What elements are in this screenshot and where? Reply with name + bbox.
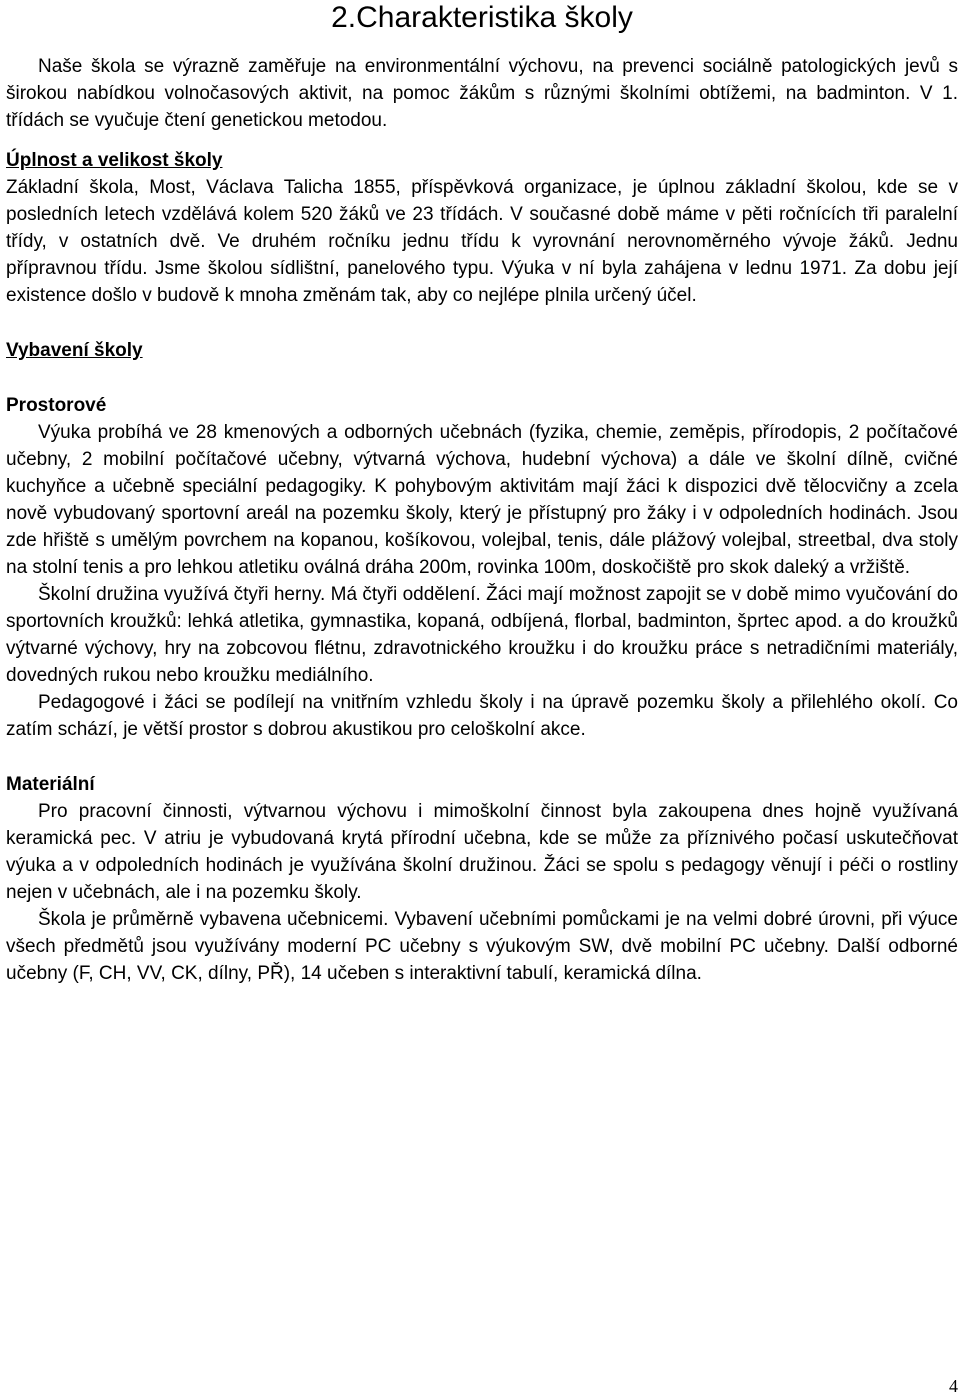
section-heading-equipment: Vybavení školy bbox=[6, 340, 143, 361]
completeness-paragraph: Základní škola, Most, Václava Talicha 1855, příspěvková organizace, je úplnou základní školou, kde se v posledních letech vzdělává kolem 520 žáků ve 23 třídách. V současné době máme v pěti ročnících tři paralelní třídy, v ostatních dvě. Ve druhém ročníku jednu třídu k vyrovnání nerovnoměrného vývoje žáků. Jednu přípravnou třídu. Jsme školou sídlištní, panelového typu. Výuka v ní byla zahájena v lednu 1971. Za dobu její existence došlo v budově k mnoha změnám tak, aby co nejlépe plnila určený účel. bbox=[6, 177, 958, 306]
material-paragraph-1: Pro pracovní činnosti, výtvarnou výchovu i mimoškolní činnost byla zakoupena dnes hojně využívaná keramická pec. V atriu je vybudovaná krytá přírodní učebna, kde se může za příznivého počasí uskutečňovat výuka a v odpoledních hodinách je využívána školní družinou. Žáci se spolu s pedagogy věnují i péči o rostliny nejen v učebnách, ale i na pozemku školy. bbox=[6, 801, 958, 903]
subheading-spatial: Prostorové bbox=[6, 395, 107, 416]
document-page bbox=[6, 0, 958, 987]
spatial-paragraph-1: Výuka probíhá ve 28 kmenových a odborných učebnách (fyzika, chemie, zeměpis, přírodopis, 2 počítačové učebny, 2 mobilní počítačové učebny, výtvarná výchova, hudební výchova) a dále ve školní dílně, cvičné kuchyňce a učebně speciální pedagogiky. K pohybovým aktivitám mají žáci k dispozici dvě tělocvičny a zcela nově vybudovaný sportovní areál na pozemku školy, který je přístupný pro žáky i v odpoledních hodinách. Jsou zde hřiště s umělým povrchem na kopanou, košíkovou, volejbal, tenis, dále plážový volejbal, streetbal, dva stoly na stolní tenis a pro lehkou atletiku oválná dráha 200m, rovinka 100m, doskočiště pro skok daleký a vržiště. bbox=[6, 422, 958, 578]
section-heading-completeness: Úplnost a velikost školy bbox=[6, 150, 223, 171]
page-title: 2.Charakteristika školy bbox=[331, 1, 633, 34]
spatial-paragraph-3: Pedagogové i žáci se podílejí na vnitřním vzhledu školy i na úpravě pozemku školy a přilehlého okolí. Co zatím schází, je větší prostor s dobrou akustikou pro celoškolní akce. bbox=[6, 692, 958, 740]
material-paragraph-2: Škola je průměrně vybavena učebnicemi. Vybavení učebními pomůckami je na velmi dobré úrovni, při výuce všech předmětů jsou využívány moderní PC učebny s výukovým SW, dvě mobilní PC učebny. Další odborné učebny (F, CH, VV, CK, dílny, PŘ), 14 učeben s interaktivní tabulí, keramická dílna. bbox=[6, 909, 958, 984]
subheading-material: Materiální bbox=[6, 774, 95, 795]
spatial-paragraph-2: Školní družina využívá čtyři herny. Má čtyři oddělení. Žáci mají možnost zapojit se v době mimo vyučování do sportovních kroužků: lehká atletika, gymnastika, kopaná, odbíjená, florbal, badminton, šprtec apod. a do kroužků výtvarné výchovy, hry na zobcovou flétnu, zdravotnického kroužku i do kroužku práce s netradičními materiály, dovedných rukou nebo kroužku mediálního. bbox=[6, 584, 958, 686]
page-number: 4 bbox=[949, 1376, 958, 1396]
intro-paragraph: Naše škola se výrazně zaměřuje na environmentální výchovu, na prevenci sociálně patologických jevů s širokou nabídkou volnočasových aktivit, na pomoc žákům s různými školními obtížemi, na badminton. V 1. třídách se vyučuje čtení genetickou metodou. bbox=[6, 56, 958, 131]
